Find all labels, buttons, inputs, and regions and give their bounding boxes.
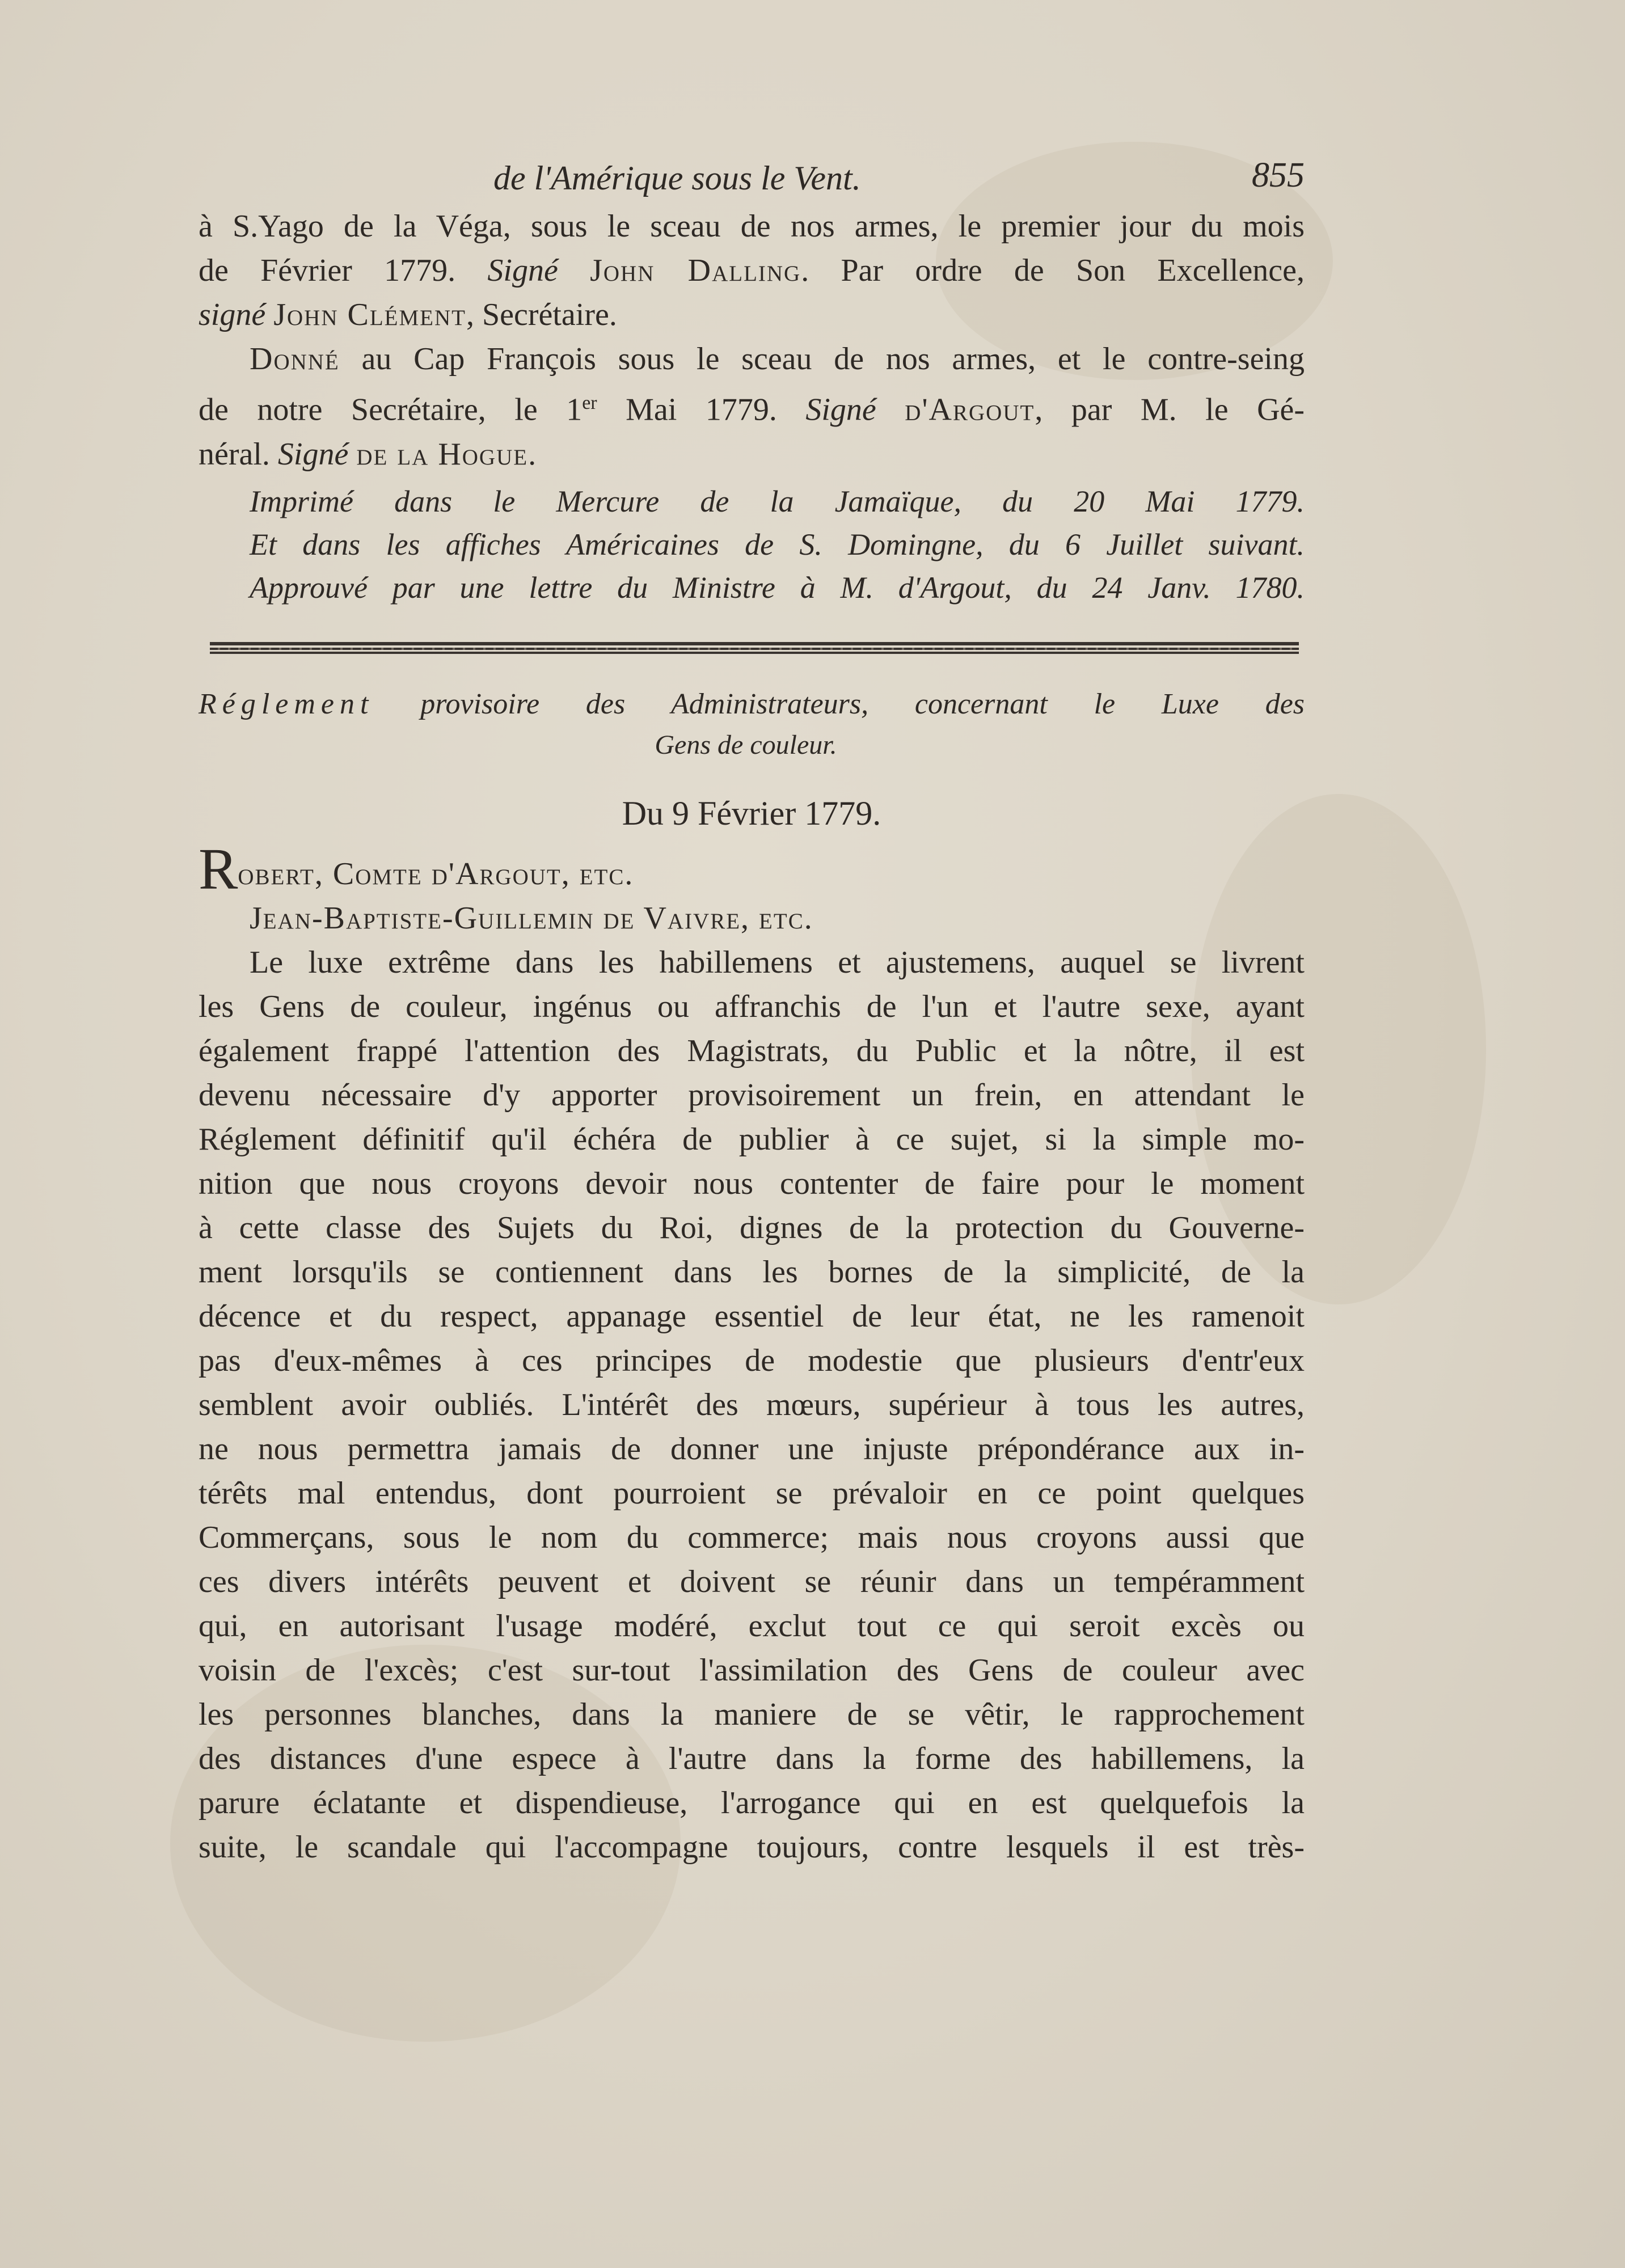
text-line: Donné au Cap François sous le sceau de nos armes, et le contre-seing [250, 341, 1305, 377]
body-line: Le luxe extrême dans les habillemens et ajustemens, auquel se livrent [250, 944, 1305, 980]
body-line: des distances d'une espece à l'autre dans la forme des habillemens, la [199, 1741, 1305, 1776]
small-caps-run: John Dalling [590, 253, 801, 288]
imprint-note: Imprimé dans le Mercure de la Jamaïque, du 20 Mai 1779. [250, 484, 1305, 518]
body-line: semblent avoir oubliés. L'intérêt des mœurs, supérieur à tous les autres, [199, 1387, 1305, 1422]
salutation-line2: Jean-Baptiste-Guillemin de Vaivre, etc. [250, 900, 813, 936]
text-line: néral. Signé de la Hogue. [199, 436, 538, 472]
italic-run: Signé [805, 392, 876, 428]
body-line: également frappé l'attention des Magistrats, du Public et la nôtre, il est [199, 1033, 1305, 1068]
heading-line1: provisoire des Administrateurs, concernant le Luxe des [420, 687, 1305, 720]
preceding-text [199, 204, 1305, 476]
text-line: de notre Secrétaire, le 1er Mai 1779. Signé d'Argout, par M. le Gé- [199, 392, 1305, 428]
salutation-name-1: obert, Comte d'Argout, etc. [238, 856, 634, 892]
body-line: nition que nous croyons devoir nous contenter de faire pour le moment [199, 1165, 1305, 1201]
body-line: pas d'eux-mêmes à ces principes de modestie que plusieurs d'entr'eux [199, 1342, 1305, 1378]
drop-cap: R [199, 836, 238, 902]
italic-run: signé [199, 297, 266, 332]
body-line: les personnes blanches, dans la maniere de se vêtir, le rapprochement [199, 1696, 1305, 1732]
text-line: à S.Yago de la Véga, sous le sceau de nos armes, le premier jour du mois [199, 209, 1305, 244]
document-date: Du 9 Février 1779. [622, 794, 881, 832]
small-caps-run: d'Argout [905, 392, 1035, 428]
body-line: ne nous permettra jamais de donner une injuste prépondérance aux in- [199, 1431, 1305, 1467]
page-number: 855 [1252, 156, 1305, 195]
body-line: térêts mal entendus, dont pourroient se prévaloir en ce point quelques [199, 1475, 1305, 1511]
body-line: à cette classe des Sujets du Roi, dignes de la protection du Gouverne- [199, 1210, 1305, 1245]
running-head [199, 156, 1305, 204]
italic-run: Signé [487, 253, 558, 288]
body-line: parure éclatante et dispendieuse, l'arrogance qui en est quelquefois la [199, 1785, 1305, 1821]
body-line: voisin de l'excès; c'est sur-tout l'assimilation des Gens de couleur avec [199, 1652, 1305, 1688]
body-line: les Gens de couleur, ingénus ou affranchis de l'un et l'autre sexe, ayant [199, 989, 1305, 1024]
body-line: Commerçans, sous le nom du commerce; mais nous croyons aussi que [199, 1519, 1305, 1555]
italic-run: Signé [277, 436, 349, 472]
small-caps-run: Donné [250, 341, 340, 377]
small-caps-run: John Clément [273, 297, 466, 332]
text-line: signé John Clément, Secrétaire. [199, 297, 617, 332]
superscript-run: er [582, 392, 597, 413]
body-line: Réglement définitif qu'il échéra de publier à ce sujet, si la simple mo- [199, 1121, 1305, 1157]
heading-spaced-word: Réglement [199, 687, 374, 720]
body-line: ces divers intérêts peuvent et doivent se réunir dans un tempéramment [199, 1564, 1305, 1599]
body-line: ment lorsqu'ils se contiennent dans les bornes de la simplicité, de la [199, 1254, 1305, 1290]
text-block [199, 156, 1305, 1869]
decorative-rule [210, 642, 1299, 654]
body-line: décence et du respect, appanage essentiel de leur état, ne les ramenoit [199, 1298, 1305, 1334]
heading-line2: Gens de couleur. [655, 729, 837, 760]
running-head-title: de l'Amérique sous le Vent. [493, 159, 861, 197]
body-line: qui, en autorisant l'usage modéré, exclut tout ce qui seroit excès ou [199, 1608, 1305, 1644]
imprint-note: Approuvé par une lettre du Ministre à M. d'Argout, du 24 Janv. 1780. [250, 570, 1305, 605]
body-text [199, 940, 1305, 1869]
imprint-note: Et dans les affiches Américaines de S. Domingne, du 6 Juillet suivant. [250, 527, 1305, 561]
section-heading [199, 684, 1305, 725]
body-line: devenu nécessaire d'y apporter provisoirement un frein, en attendant le [199, 1077, 1305, 1113]
text-line: de Février 1779. Signé John Dalling. Par ordre de Son Excellence, [199, 253, 1305, 288]
salutation-line1 [199, 836, 1305, 902]
small-caps-run: de la Hogue. [356, 436, 538, 472]
body-line: suite, le scandale qui l'accompagne toujours, contre lesquels il est très- [199, 1829, 1305, 1865]
